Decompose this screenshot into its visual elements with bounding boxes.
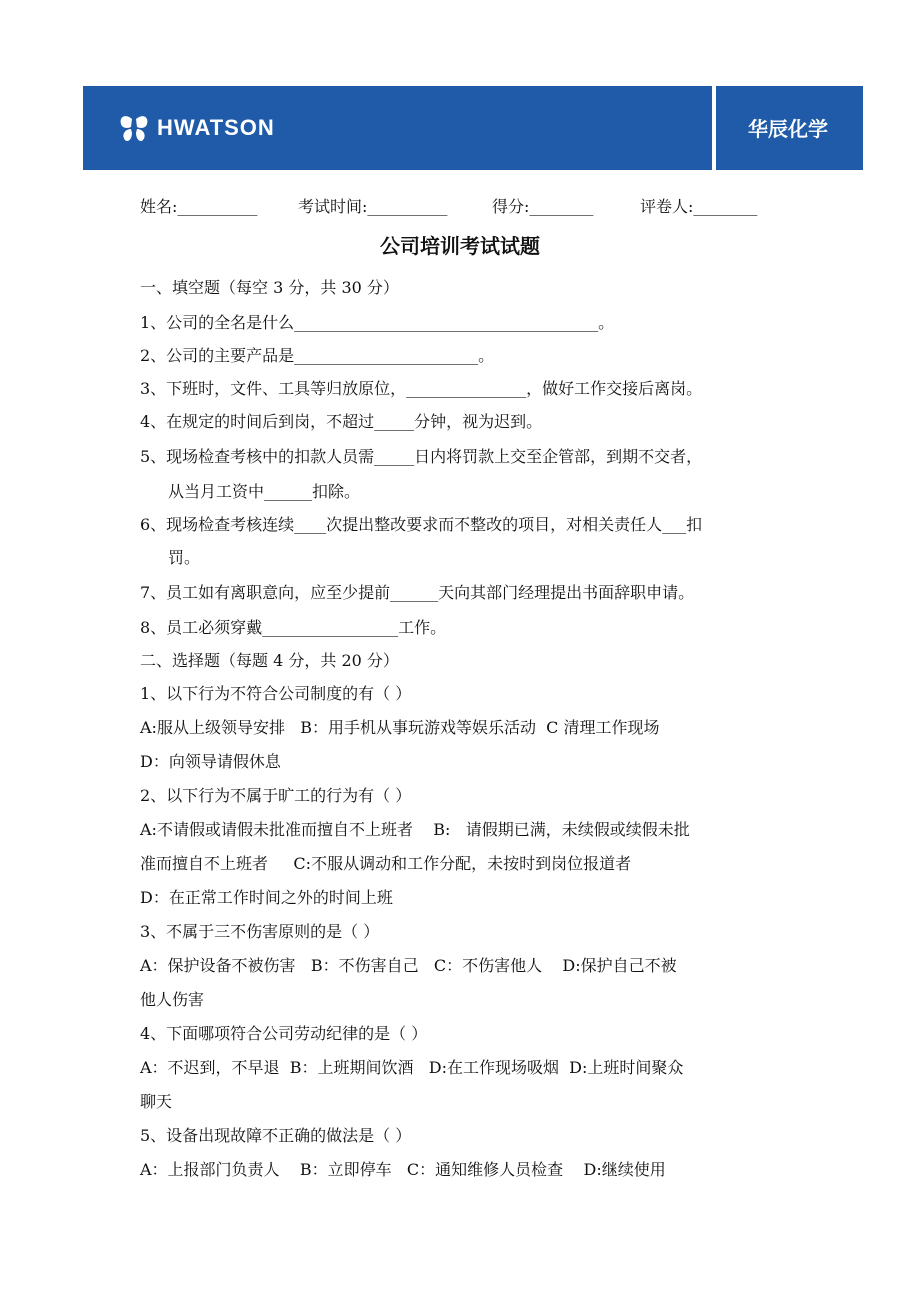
question-line: 7、员工如有离职意向，应至少提前______天向其部门经理提出书面辞职申请。 <box>140 583 695 602</box>
question-line: 3、不属于三不伤害原则的是（ ） <box>140 922 380 941</box>
option-line: A：保护设备不被伤害 B：不伤害自己 C：不伤害他人 D:保护自己不被 <box>140 956 677 975</box>
option-line: 他人伤害 <box>140 990 205 1009</box>
question-line: 5、现场检查考核中的扣款人员需_____日内将罚款上交至企管部，到期不交者， <box>140 447 703 466</box>
option-line: A：上报部门负责人 B：立即停车 C：通知维修人员检查 D:继续使用 <box>140 1160 666 1179</box>
grader-field: 评卷人:________ <box>640 197 758 216</box>
option-line: A：不迟到，不早退 B：上班期间饮酒 D:在工作现场吸烟 D:上班时间聚众 <box>140 1058 684 1077</box>
option-line: A:不请假或请假未批准而擅自不上班者 B: 请假期已满，未续假或续假未批 <box>140 820 690 839</box>
section-heading: 一、填空题（每空 3 分，共 30 分） <box>140 278 399 297</box>
question-line: 8、员工必须穿戴_________________工作。 <box>140 618 447 637</box>
exam-info-row <box>140 194 790 220</box>
question-line: 5、设备出现故障不正确的做法是（ ） <box>140 1126 412 1145</box>
question-line: 从当月工资中______扣除。 <box>168 482 361 501</box>
question-line: 2、公司的主要产品是_______________________。 <box>140 346 495 365</box>
question-line: 4、在规定的时间后到岗，不超过_____分钟，视为迟到。 <box>140 412 543 431</box>
logo-text: HWATSON <box>157 115 275 140</box>
header-banner <box>83 86 863 170</box>
question-line: 罚。 <box>168 548 201 567</box>
question-line: 1、以下行为不符合公司制度的有（ ） <box>140 684 412 703</box>
exam-time-field: 考试时间:__________ <box>298 197 448 216</box>
company-name-cn: 华辰化学 <box>748 117 828 141</box>
option-line: 准而擅自不上班者 C:不服从调动和工作分配，未按时到岗位报道者 <box>140 854 632 873</box>
question-line: 1、公司的全名是什么______________________________________。 <box>140 313 615 332</box>
score-field: 得分:________ <box>492 197 594 216</box>
page-title: 公司培训考试试题 <box>380 234 540 258</box>
option-line: 聊天 <box>140 1092 173 1111</box>
company-logo <box>117 108 275 148</box>
question-line: 2、以下行为不属于旷工的行为有（ ） <box>140 786 412 805</box>
banner-divider <box>712 86 716 170</box>
butterfly-logo-icon <box>117 111 151 145</box>
option-line: D：在正常工作时间之外的时间上班 <box>140 888 393 907</box>
section-heading: 二、选择题（每题 4 分，共 20 分） <box>140 651 399 670</box>
question-line: 3、下班时，文件、工具等归放原位，_______________，做好工作交接后离岗。 <box>140 379 703 398</box>
name-field: 姓名:__________ <box>140 197 258 216</box>
option-line: A:服从上级领导安排 B：用手机从事玩游戏等娱乐活动 C 清理工作现场 <box>140 718 660 737</box>
question-line: 4、下面哪项符合公司劳动纪律的是（ ） <box>140 1024 428 1043</box>
question-line: 6、现场检查考核连续____次提出整改要求而不整改的项目，对相关责任人___扣 <box>140 515 703 534</box>
option-line: D：向领导请假休息 <box>140 752 281 771</box>
